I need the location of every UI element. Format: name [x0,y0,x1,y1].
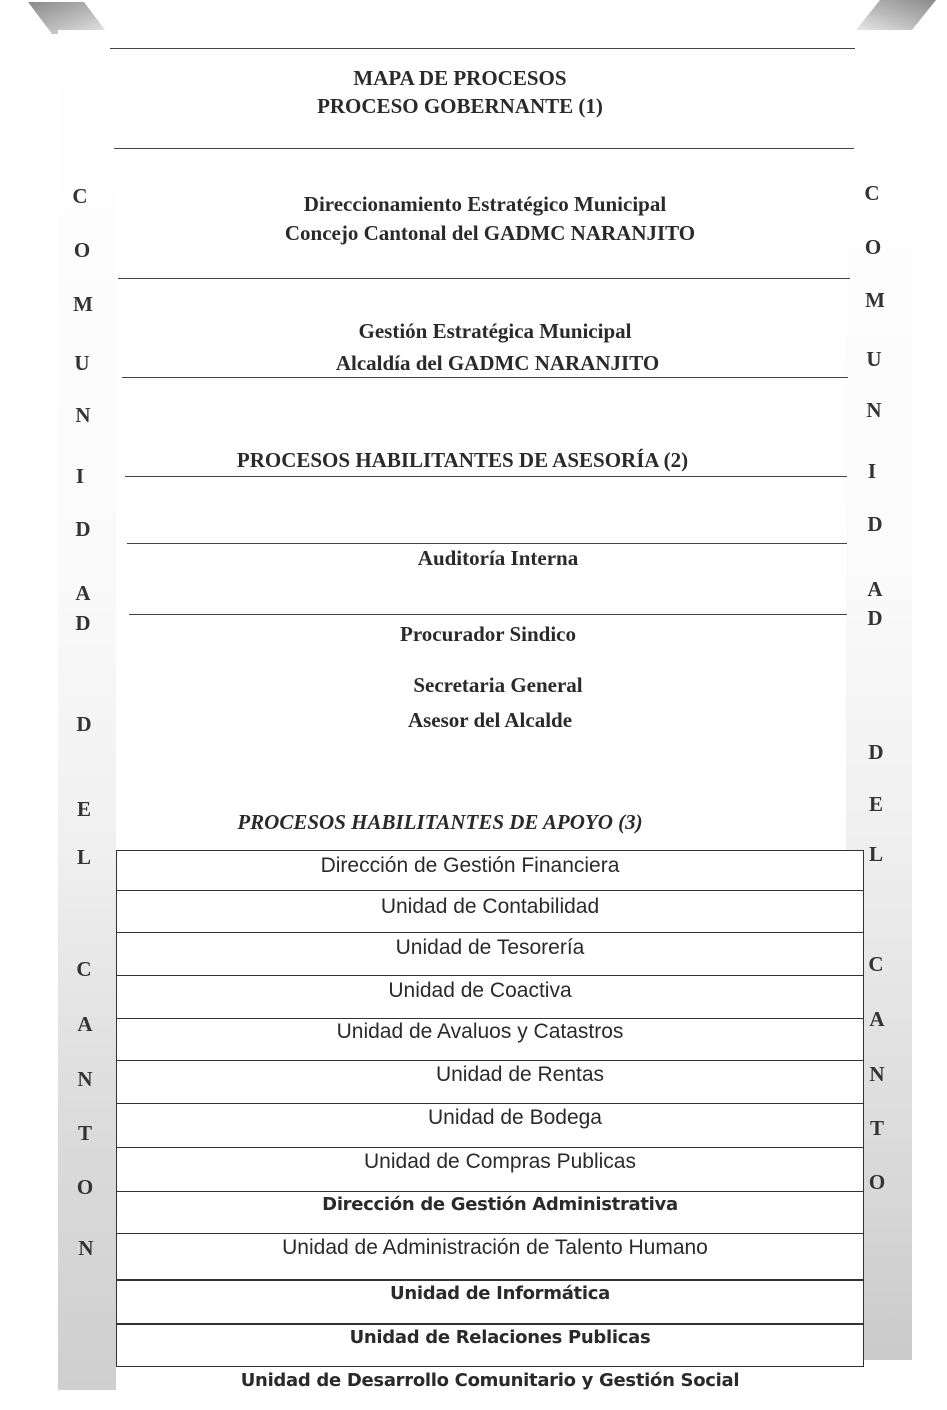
right-letter: N [869,1062,885,1086]
left-letter: N [75,403,91,427]
left-letter: C [76,957,92,981]
right-letter: U [866,347,882,371]
advisory-heading: PROCESOS HABILITANTES DE ASESORÍA (2) [236,448,689,472]
support-row: Dirección de Gestión Financiera [116,850,864,891]
direction-line-2: Concejo Cantonal del GADMC NARANJITO [284,221,696,245]
right-letter: D [867,606,883,630]
right-letter: C [864,181,880,205]
left-letter: D [76,712,92,736]
rule [127,543,847,544]
left-letter: E [76,797,91,821]
left-letter: N [78,1236,94,1260]
rule [129,614,847,615]
left-letter: O [76,1175,94,1199]
page-title: MAPA DE PROCESOS [353,66,567,90]
left-letter: L [76,845,91,869]
support-row: Unidad de Bodega [116,1104,864,1148]
left-letter: D [75,517,91,541]
support-heading: PROCESOS HABILITANTES DE APOYO (3) [237,810,643,834]
advisory-item: Secretaria General [413,673,583,697]
support-row: Unidad de Administración de Talento Humano [116,1234,864,1280]
left-letter: M [73,292,93,316]
left-letter: N [77,1067,93,1091]
support-row: Unidad de Rentas [116,1061,864,1104]
right-letter: D [867,512,883,536]
left-letter: U [74,351,90,375]
support-row: Unidad de Contabilidad [116,891,864,933]
left-letter: I [75,464,85,488]
rule [122,377,848,378]
right-letter: I [867,459,877,483]
right-letter: O [864,235,882,259]
support-row: Dirección de Gestión Administrativa [116,1192,864,1234]
support-footer: Unidad de Desarrollo Comunitario y Gestión Social [240,1370,740,1391]
support-row: Unidad de Compras Publicas [116,1148,864,1192]
rule [125,476,847,477]
page-subtitle: PROCESO GOBERNANTE (1) [317,94,603,118]
left-letter: C [72,184,88,208]
management-line-1: Gestión Estratégica Municipal [358,319,632,343]
right-letter: D [868,740,884,764]
page-corner-shadow-right [856,0,936,30]
advisory-item: Auditoría Interna [417,546,579,570]
left-letter: A [77,1012,93,1036]
support-row: Unidad de Coactiva [116,976,864,1019]
right-letter: A [867,577,883,601]
management-line-2: Alcaldía del GADMC NARANJITO [335,351,660,375]
advisory-item: Procurador Sindico [400,622,576,646]
direction-line-1: Direccionamiento Estratégico Municipal [303,192,667,216]
right-letter: T [869,1116,884,1140]
left-letter: D [75,611,91,635]
right-letter: M [865,288,885,312]
rule [114,148,854,149]
left-letter: A [75,581,91,605]
right-letter: E [868,792,883,816]
left-letter: O [73,238,91,262]
support-row: Unidad de Avaluos y Catastros [116,1019,864,1061]
right-letter: A [869,1007,885,1031]
support-row: Unidad de Relaciones Publicas [116,1324,864,1367]
rule [110,48,855,49]
left-letter: T [77,1121,92,1145]
support-row: Unidad de Tesorería [116,933,864,976]
right-letter: N [866,398,882,422]
right-letter: L [868,842,883,866]
right-letter: C [868,952,884,976]
rule [118,278,850,279]
support-row: Unidad de Informática [116,1280,864,1324]
right-letter: O [868,1170,886,1194]
advisory-item: Asesor del Alcalde [407,708,573,732]
